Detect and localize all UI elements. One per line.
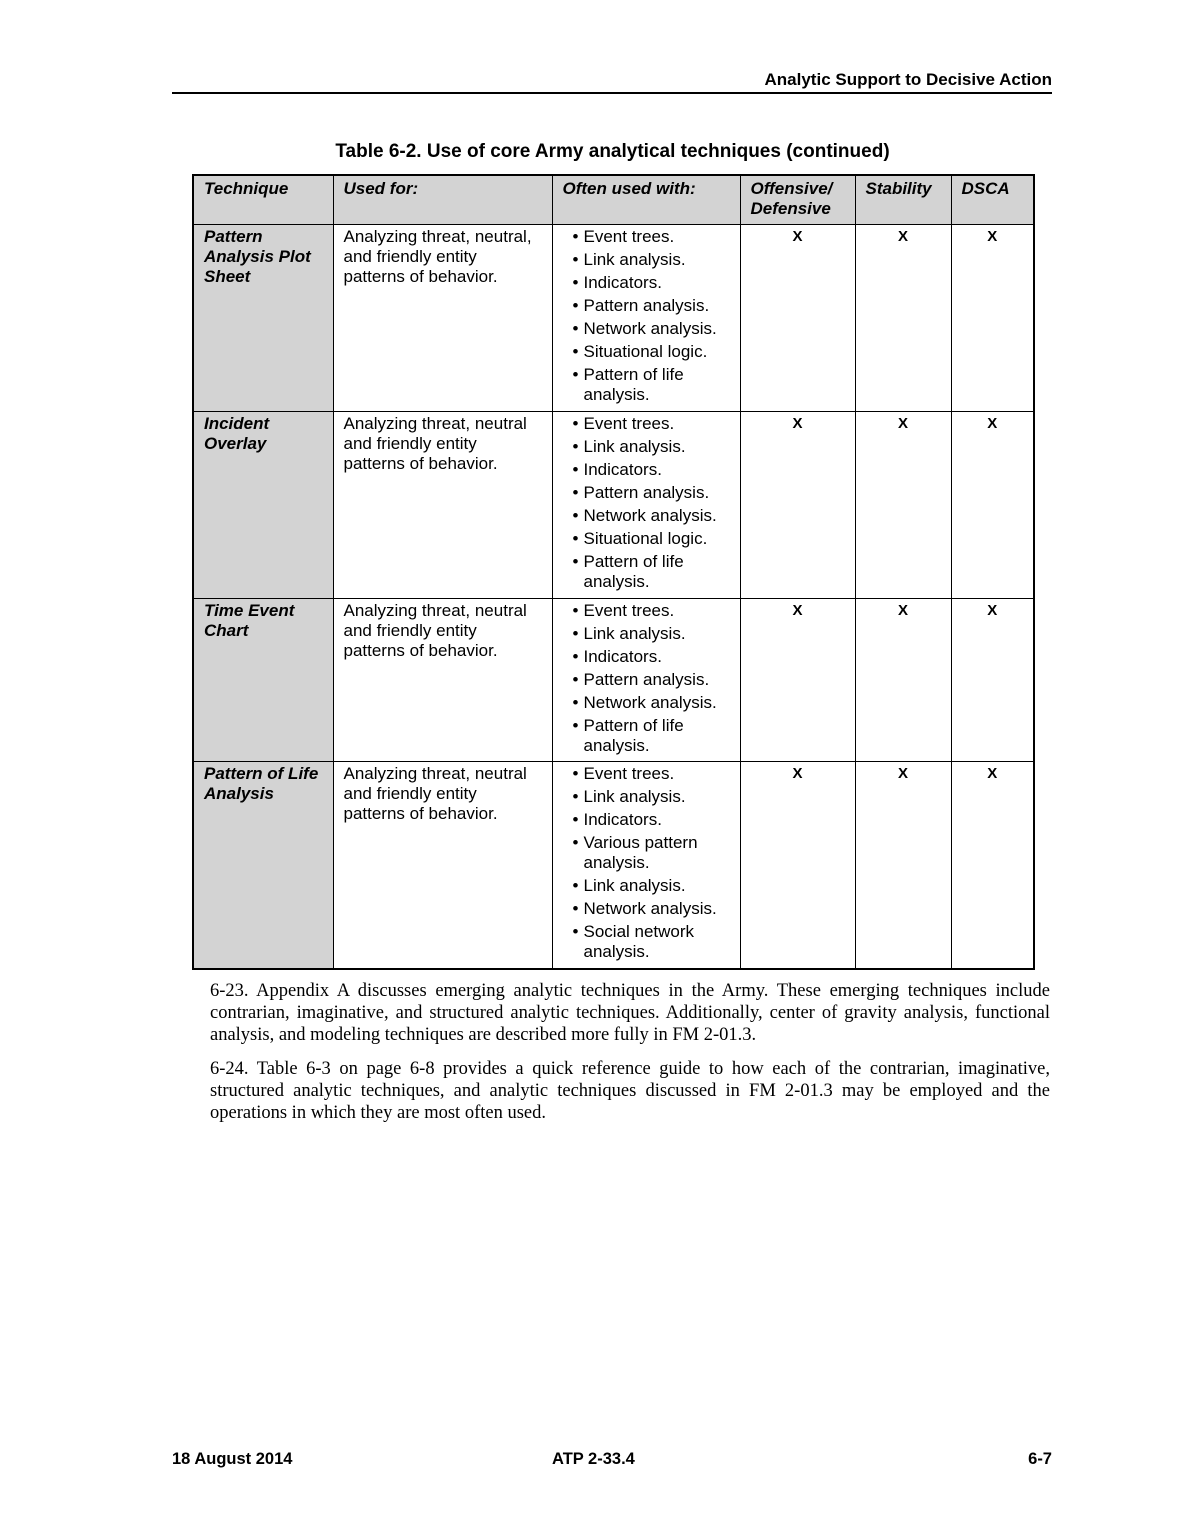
offensive-defensive-mark: X bbox=[740, 225, 855, 412]
offensive-defensive-mark: X bbox=[740, 412, 855, 599]
table-row bbox=[193, 762, 1034, 969]
col-header-technique: Technique bbox=[193, 175, 333, 225]
list-item: • Pattern analysis. bbox=[563, 670, 730, 690]
list-item: • Pattern analysis. bbox=[563, 483, 730, 503]
used-for-cell: Analyzing threat, neutral and friendly entity patterns of behavior. bbox=[333, 412, 552, 599]
col-header-offensive-defensive: Offensive/ Defensive bbox=[740, 175, 855, 225]
often-used-with-cell bbox=[552, 412, 740, 599]
dsca-mark: X bbox=[951, 599, 1034, 762]
list-item: • Link analysis. bbox=[563, 250, 730, 270]
list-item: • Pattern of life analysis. bbox=[563, 716, 730, 756]
often-used-with-list bbox=[563, 601, 730, 756]
table-row bbox=[193, 599, 1034, 762]
list-item: • Event trees. bbox=[563, 414, 730, 434]
list-item: • Link analysis. bbox=[563, 787, 730, 807]
stability-mark: X bbox=[855, 412, 951, 599]
often-used-with-list bbox=[563, 414, 730, 592]
table-body bbox=[193, 225, 1034, 969]
technique-cell: Pattern Analysis Plot Sheet bbox=[193, 225, 333, 412]
list-item: • Event trees. bbox=[563, 764, 730, 784]
list-item: • Situational logic. bbox=[563, 529, 730, 549]
list-item: • Event trees. bbox=[563, 601, 730, 621]
list-item: • Link analysis. bbox=[563, 876, 730, 896]
often-used-with-list bbox=[563, 227, 730, 405]
col-header-dsca: DSCA bbox=[951, 175, 1034, 225]
list-item: • Various pattern analysis. bbox=[563, 833, 730, 873]
list-item: • Pattern of life analysis. bbox=[563, 365, 730, 405]
stability-mark: X bbox=[855, 599, 951, 762]
list-item: • Network analysis. bbox=[563, 319, 730, 339]
often-used-with-cell bbox=[552, 762, 740, 969]
list-item: • Indicators. bbox=[563, 810, 730, 830]
list-item: • Pattern of life analysis. bbox=[563, 552, 730, 592]
technique-cell: Pattern of Life Analysis bbox=[193, 762, 333, 969]
often-used-with-cell bbox=[552, 599, 740, 762]
dsca-mark: X bbox=[951, 412, 1034, 599]
stability-mark: X bbox=[855, 762, 951, 969]
used-for-cell: Analyzing threat, neutral and friendly entity patterns of behavior. bbox=[333, 599, 552, 762]
offensive-defensive-mark: X bbox=[740, 762, 855, 969]
list-item: • Network analysis. bbox=[563, 506, 730, 526]
list-item: • Event trees. bbox=[563, 227, 730, 247]
list-item: • Network analysis. bbox=[563, 899, 730, 919]
header-rule bbox=[172, 92, 1052, 94]
list-item: • Indicators. bbox=[563, 647, 730, 667]
footer-date: 18 August 2014 bbox=[172, 1450, 293, 1468]
list-item: • Indicators. bbox=[563, 273, 730, 293]
technique-cell: Incident Overlay bbox=[193, 412, 333, 599]
often-used-with-list bbox=[563, 764, 730, 962]
used-for-cell: Analyzing threat, neutral and friendly entity patterns of behavior. bbox=[333, 762, 552, 969]
stability-mark: X bbox=[855, 225, 951, 412]
table-row bbox=[193, 412, 1034, 599]
list-item: • Social network analysis. bbox=[563, 922, 730, 962]
techniques-table bbox=[192, 174, 1035, 970]
footer-page-number: 6-7 bbox=[1028, 1450, 1052, 1468]
table-header-row bbox=[193, 175, 1034, 225]
table-row bbox=[193, 225, 1034, 412]
list-item: • Network analysis. bbox=[563, 693, 730, 713]
offensive-defensive-mark: X bbox=[740, 599, 855, 762]
list-item: • Situational logic. bbox=[563, 342, 730, 362]
col-header-stability: Stability bbox=[855, 175, 951, 225]
col-header-used-for: Used for: bbox=[333, 175, 552, 225]
list-item: • Pattern analysis. bbox=[563, 296, 730, 316]
often-used-with-cell bbox=[552, 225, 740, 412]
running-head: Analytic Support to Decisive Action bbox=[764, 70, 1052, 89]
technique-cell: Time Event Chart bbox=[193, 599, 333, 762]
dsca-mark: X bbox=[951, 762, 1034, 969]
list-item: • Link analysis. bbox=[563, 624, 730, 644]
list-item: • Link analysis. bbox=[563, 437, 730, 457]
table-title: Table 6-2. Use of core Army analytical techniques (continued) bbox=[335, 141, 890, 162]
col-header-often-used-with: Often used with: bbox=[552, 175, 740, 225]
used-for-cell: Analyzing threat, neutral, and friendly entity patterns of behavior. bbox=[333, 225, 552, 412]
paragraph-6-23: 6-23. Appendix A discusses emerging analytic techniques in the Army. These emerging techniques include contrarian, imaginative, and structured analytic techniques. Additionally, center of gravity analysis, functional analysis, and modeling techniques are described more fully in FM 2-01.3. bbox=[210, 981, 1050, 1045]
list-item: • Indicators. bbox=[563, 460, 730, 480]
paragraph-6-24: 6-24. Table 6-3 on page 6-8 provides a quick reference guide to how each of the contrarian, imaginative, structured analytic techniques, and analytic techniques discussed in FM 2-01.3 may be employed and the operations in which they are most often used. bbox=[210, 1059, 1050, 1123]
dsca-mark: X bbox=[951, 225, 1034, 412]
footer-publication: ATP 2-33.4 bbox=[552, 1450, 635, 1468]
